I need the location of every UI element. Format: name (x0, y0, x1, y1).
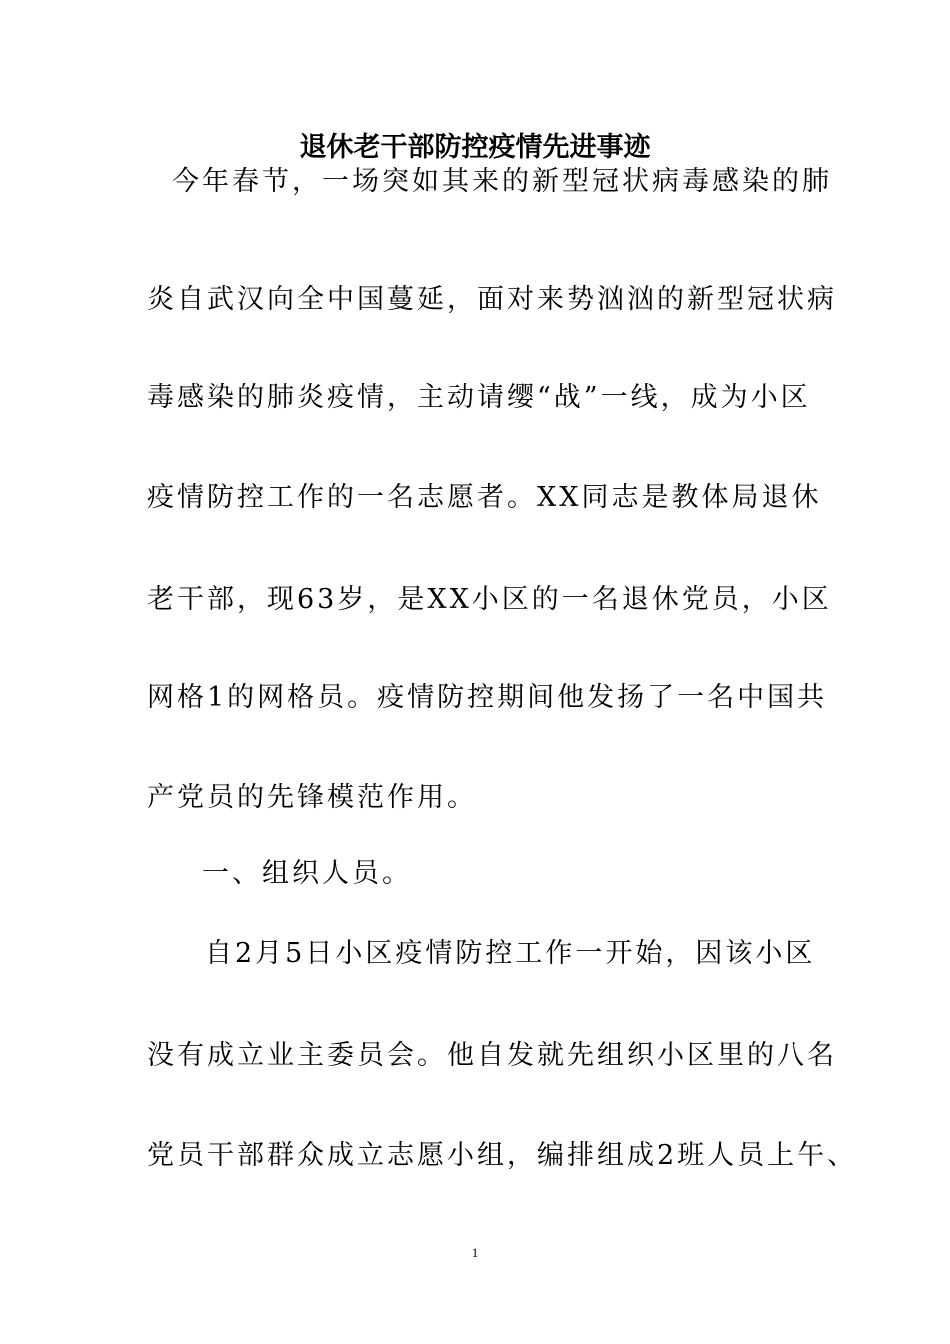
page-number: 1 (471, 1245, 479, 1260)
section-heading: 一、组织人员。 (202, 858, 412, 889)
paragraph-line: 没有成立业主委员会。他自发就先组织小区里的八名 (147, 1040, 837, 1071)
paragraph-line: 自2月5日小区疫情防控工作一开始，因该小区 (205, 938, 816, 969)
paragraph-line: 网格1的网格员。疫情防控期间他发扬了一名中国共 (147, 682, 828, 713)
paragraph-line: 疫情防控工作的一名志愿者。XX同志是教体局退休 (147, 482, 822, 513)
paragraph-line: 毒感染的肺炎疫情，主动请缨“战”一线，成为小区 (147, 382, 811, 413)
document-title: 退休老干部防控疫情先进事迹 (299, 132, 651, 163)
paragraph-line: 老干部，现63岁，是XX小区的一名退休党员，小区 (147, 584, 832, 615)
paragraph-line: 产党员的先锋模范作用。 (147, 782, 477, 813)
paragraph-line: 党员干部群众成立志愿小组，编排组成2班人员上午、 (147, 1140, 858, 1171)
paragraph-line: 今年春节，一场突如其来的新型冠状病毒感染的肺 (172, 166, 832, 197)
paragraph-line: 炎自武汉向全中国蔓延，面对来势汹汹的新型冠状病 (147, 284, 837, 315)
